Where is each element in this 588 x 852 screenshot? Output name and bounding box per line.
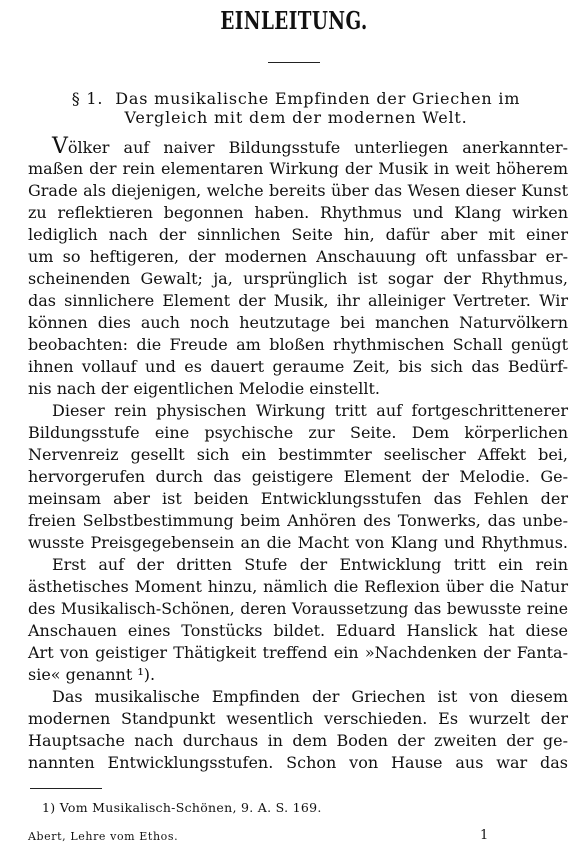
text-line: Art von geistiger Thätigkeit treffend ein »Nachdenken der Fanta-: [28, 643, 568, 662]
text-line: Erst auf der dritten Stufe der Entwicklung tritt ein rein: [52, 555, 568, 574]
section-heading-text-1: Das musikalische Empfinden der Griechen im: [115, 89, 521, 108]
text-line: zu reflektieren begonnen haben. Rhythmus und Klang wirken: [28, 203, 568, 222]
text-line: Anschauen eines Tonstücks bildet. Eduard Hanslick hat diese: [28, 621, 568, 640]
drop-cap: V: [52, 134, 68, 159]
text-line: Das musikalische Empfinden der Griechen ist von diesem: [52, 687, 568, 706]
text-line: ästhetisches Moment hinzu, nämlich die Reflexion über die Natur: [28, 577, 568, 596]
text-line: sie« genannt ¹).: [28, 665, 156, 684]
text-line: scheinenden Gewalt; ja, ursprünglich ist sogar der Rhythmus,: [28, 269, 568, 288]
text-line: das sinnlichere Element der Musik, ihr alleiniger Vertreter. Wir: [28, 291, 568, 310]
text-line: des Musikalisch-Schönen, deren Voraussetzung das bewusste reine: [28, 599, 568, 618]
text-line: modernen Standpunkt wesentlich verschieden. Es wurzelt der: [28, 709, 568, 728]
text-line: Dieser rein physischen Wirkung tritt auf fortgeschrittenerer: [52, 401, 568, 420]
section-heading: [20, 89, 572, 127]
footnote-rule: [30, 788, 102, 789]
text-line: Nervenreiz gesellt sich ein bestimmter seelischer Affekt bei,: [28, 445, 568, 464]
section-number: § 1.: [71, 89, 104, 108]
text-line: nannten Entwicklungsstufen. Schon von Hause aus war das: [28, 753, 568, 772]
text-line: meinsam aber ist beiden Entwicklungsstufen das Fehlen der: [28, 489, 568, 508]
text-line: lediglich nach der sinnlichen Seite hin, dafür aber mit einer: [28, 225, 568, 244]
body-text: [28, 136, 568, 774]
text-line: ihnen vollauf und es dauert geraume Zeit, bis sich das Bedürf-: [28, 357, 568, 376]
text-line: wusste Preisgegebensein an die Macht von Klang und Rhythmus.: [28, 533, 568, 552]
text-line: Hauptsache nach durchaus in dem Boden der zweiten der ge-: [28, 731, 568, 750]
text-line: maßen der rein elementaren Wirkung der Musik in weit höherem: [28, 159, 568, 178]
text-line: Grade als diejenigen, welche bereits über das Wesen dieser Kunst: [28, 181, 568, 200]
footnote: 1) Vom Musikalisch-Schönen, 9. A. S. 169.: [42, 800, 322, 815]
text-line: beobachten: die Freude am bloßen rhythmischen Schall genügt: [28, 335, 568, 354]
section-heading-line-1: [20, 89, 572, 108]
chapter-title: EINLEITUNG.: [220, 6, 368, 35]
text-line: können dies auch noch heutzutage bei manchen Naturvölkern: [28, 313, 568, 332]
title-rule: [268, 62, 320, 63]
text-line: freien Selbstbestimmung beim Anhören des Tonwerks, das unbe-: [28, 511, 568, 530]
text-line: Bildungsstufe eine psychische zur Seite. Dem körperlichen: [28, 423, 568, 442]
text-line: hervorgerufen durch das geistigere Element der Melodie. Ge-: [28, 467, 568, 486]
text-line: Völker auf naiver Bildungsstufe unterliegen anerkannter-: [52, 134, 568, 159]
section-heading-line-2: Vergleich mit dem der modernen Welt.: [124, 108, 468, 127]
page-number: 1: [480, 828, 489, 843]
text-line: nis nach der eigentlichen Melodie einstellt.: [28, 379, 381, 398]
text-line: um so heftigeren, der modernen Anschauung oft unfassbar er-: [28, 247, 568, 266]
running-footer: Abert, Lehre vom Ethos.: [28, 830, 179, 843]
